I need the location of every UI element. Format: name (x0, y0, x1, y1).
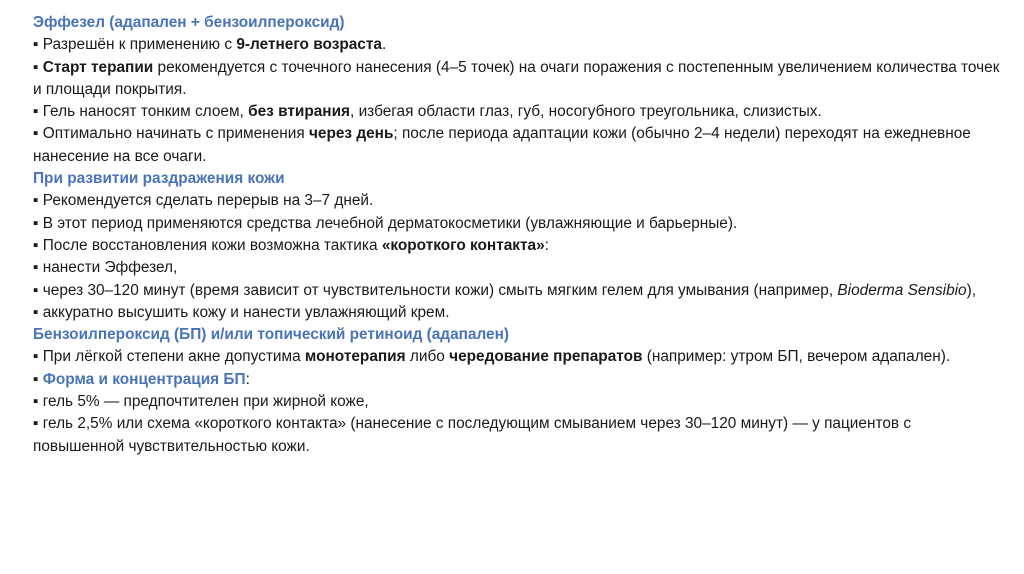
list-item (33, 190, 1004, 212)
section-title-irritation: При развитии раздражения кожи (33, 170, 285, 188)
item-text: аккуратно высушить кожу и нанести увлажняющий крем. (42, 303, 450, 321)
item-bold-text: через день (308, 125, 394, 143)
bullet-icon: ▪ (33, 303, 39, 321)
item-bold-text: Старт терапии (42, 58, 154, 76)
bullet-icon: ▪ (33, 103, 39, 121)
item-text: При лёгкой степени акне допустима (42, 348, 305, 366)
item-bold-text: 9-летнего возраста (236, 36, 382, 54)
list-item (33, 235, 1004, 257)
item-italic-text: Bioderma Sensibio (837, 281, 967, 299)
bullet-icon: ▪ (33, 125, 39, 143)
list-item (33, 280, 1004, 302)
item-text: , избегая области глаз, губ, носогубного треугольника, слизистых. (350, 103, 822, 121)
item-text: Рекомендуется сделать перерыв на 3–7 дней. (42, 192, 374, 210)
bullet-icon: ▪ (33, 236, 39, 254)
item-text: : (544, 236, 549, 254)
item-text: После восстановления кожи возможна тактика (42, 236, 382, 254)
item-text: либо (405, 348, 450, 366)
item-text: гель 2,5% или схема «короткого контакта» (нанесение с последующим смыванием через 30–120 минут) — у пациентов с повышенной чувствительностью кожи. (33, 415, 912, 455)
list-item (33, 257, 1004, 279)
list-item (33, 346, 1004, 368)
bullet-icon: ▪ (33, 393, 39, 411)
list-item (33, 391, 1004, 413)
item-text: через 30–120 минут (время зависит от чувствительности кожи) смыть мягким гелем для умывания (например, (42, 281, 838, 299)
list-item (33, 213, 1004, 235)
bullet-icon: ▪ (33, 348, 39, 366)
document-body (33, 12, 1004, 458)
bullet-icon: ▪ (33, 36, 39, 54)
list-item (33, 34, 1004, 56)
item-text: : (245, 370, 250, 388)
list-item (33, 123, 1004, 168)
bullet-icon: ▪ (33, 58, 39, 76)
item-text: Разрешён к применению с (42, 36, 237, 54)
list-item (33, 101, 1004, 123)
item-text: Гель наносят тонким слоем, (42, 103, 249, 121)
item-text: В этот период применяются средства лечебной дерматокосметики (увлажняющие и барьерные). (42, 214, 738, 232)
section-title-bpo: Бензоилпероксид (БП) и/или топический ретиноид (адапален) (33, 326, 510, 344)
bullet-icon: ▪ (33, 281, 39, 299)
list-item (33, 302, 1004, 324)
section-title-effezel: Эффезел (адапален + бензоилпероксид) (33, 14, 345, 31)
bullet-icon: ▪ (33, 214, 39, 232)
item-text: ), (966, 281, 977, 299)
bullet-icon: ▪ (33, 259, 39, 277)
list-item (33, 369, 1004, 391)
item-text: Оптимально начинать с применения (42, 125, 309, 143)
item-text: (например: утром БП, вечером адапален). (642, 348, 951, 366)
bullet-icon: ▪ (33, 192, 39, 210)
item-bold-text: «короткого контакта» (381, 236, 545, 254)
item-text: гель 5% — предпочтителен при жирной коже, (42, 393, 369, 411)
bullet-icon: ▪ (33, 370, 39, 388)
list-item (33, 413, 1004, 458)
item-text: . (381, 36, 387, 54)
item-text: ; после периода адаптации кожи (обычно 2–4 недели) переходят на ежедневное нанесение на все очаги. (33, 125, 971, 165)
list-item (33, 57, 1004, 102)
item-bold-text: монотерапия (304, 348, 406, 366)
item-text: рекомендуется с точечного нанесения (4–5 точек) на очаги поражения с постепенным увеличением количества точек и площади покрытия. (33, 58, 1000, 98)
bullet-icon: ▪ (33, 415, 39, 433)
item-bold-text: без втирания (248, 103, 351, 121)
item-text: нанести Эффезел, (42, 259, 178, 277)
item-bold-text: чередование препаратов (449, 348, 643, 366)
item-subheading: Форма и концентрация БП (42, 370, 246, 388)
